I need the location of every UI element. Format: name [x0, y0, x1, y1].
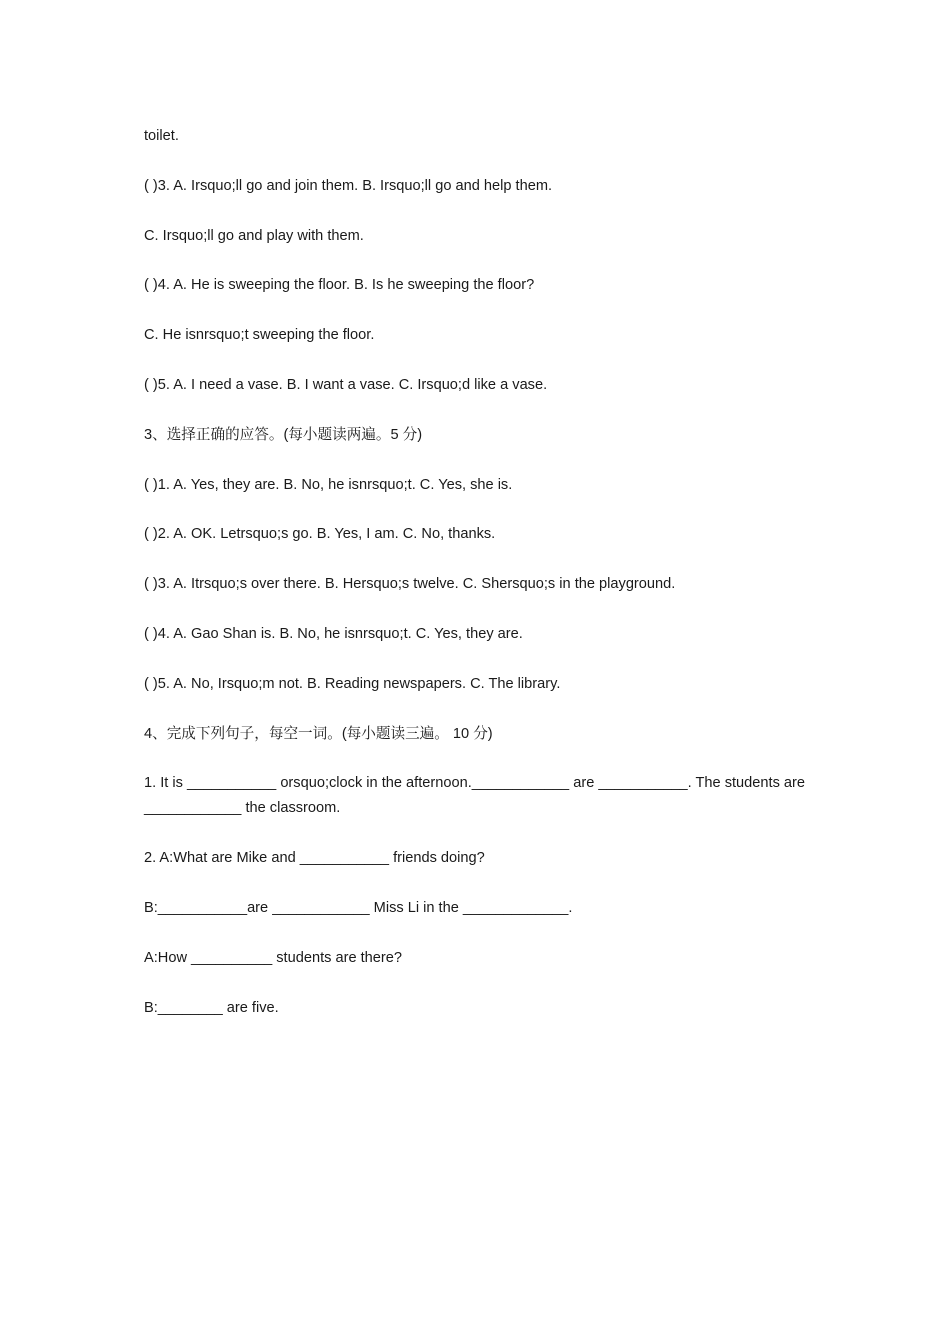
- section-heading: 4、完成下列句子，每空一词。(每小题读三遍。 10 分): [144, 725, 493, 742]
- question-line: ( )5. A. No, Irsquo;m not. B. Reading newspapers. C. The library.: [144, 675, 561, 692]
- question-line: ( )1. A. Yes, they are. B. No, he isnrsquo;t. C. Yes, she is.: [144, 476, 513, 493]
- text-line: toilet.: [144, 128, 179, 144]
- question-line: ( )2. A. OK. Letrsquo;s go. B. Yes, I am. C. No, thanks.: [144, 526, 496, 543]
- question-line: ( )5. A. I need a vase. B. I want a vase. C. Irsquo;d like a vase.: [144, 376, 548, 393]
- dialogue-line: A:How __________ students are there?: [144, 949, 403, 966]
- dialogue-line: 2. A:What are Mike and ___________ friends doing?: [144, 850, 485, 867]
- option-line: C. He isnrsquo;t sweeping the floor.: [144, 327, 375, 344]
- dialogue-line: B:___________are ____________ Miss Li in the _____________.: [144, 899, 573, 916]
- question-line: ( )3. A. Itrsquo;s over there. B. Hersquo;s twelve. C. Shersquo;s in the playground.: [144, 576, 676, 593]
- fill-blank-sentence: 1. It is ___________ orsquo;clock in the afternoon.____________ are ___________. The students are ____________ the classroom.: [144, 775, 810, 817]
- document-body: [144, 124, 812, 1045]
- section-heading: 3、选择正确的应答。(每小题读两遍。5 分): [144, 426, 423, 443]
- question-line: ( )4. A. He is sweeping the floor. B. Is he sweeping the floor?: [144, 277, 535, 294]
- question-line: ( )3. A. Irsquo;ll go and join them. B. Irsquo;ll go and help them.: [144, 177, 553, 194]
- question-line: ( )4. A. Gao Shan is. B. No, he isnrsquo;t. C. Yes, they are.: [144, 625, 523, 642]
- option-line: C. Irsquo;ll go and play with them.: [144, 227, 364, 244]
- dialogue-line: B:________ are five.: [144, 999, 279, 1016]
